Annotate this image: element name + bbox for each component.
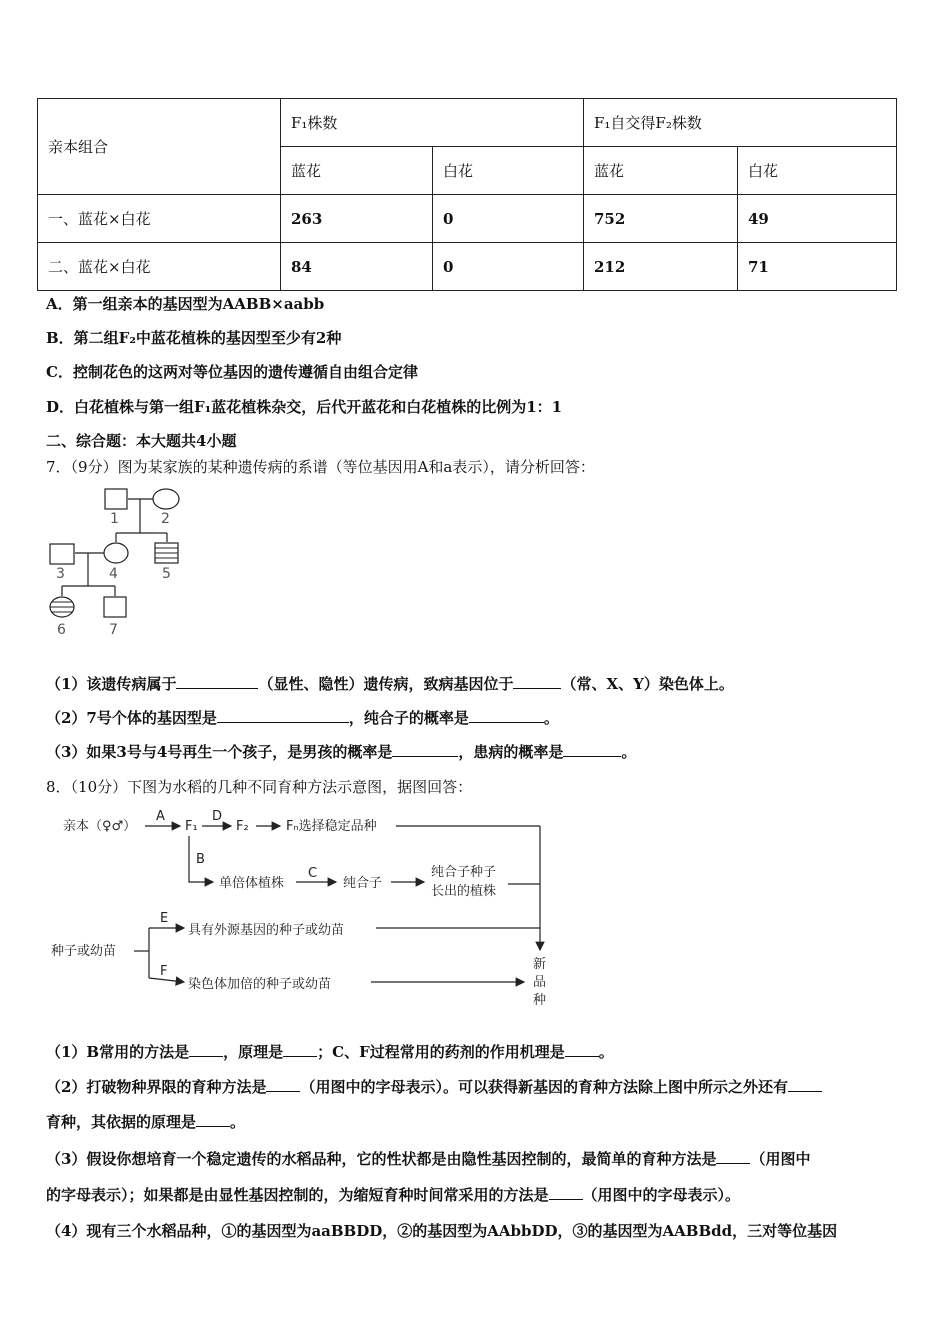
q8-p2-text-b: （用图中的字母表示）。可以获得新基因的育种方法除上图中所示之外还有	[300, 1078, 788, 1096]
q7-p3-text-b: ，患病的概率是	[458, 743, 564, 761]
q7-part1	[46, 674, 734, 694]
pedigree-male-7	[104, 597, 126, 617]
q8-p2-text-d: 。	[230, 1113, 246, 1131]
q7-part3	[46, 742, 636, 762]
diagram-homozygote: 纯合子	[343, 876, 383, 891]
answer-blank[interactable]	[266, 1077, 300, 1092]
q7-p1-text-b: （显性、隐性）遗传病，致病基因位于	[258, 675, 514, 693]
table-row	[38, 243, 897, 291]
pedigree-label-5: 5	[162, 566, 171, 582]
f1-white-count: 0	[433, 195, 584, 243]
option-c: C．控制花色的这两对等位基因的遗传遵循自由组合定律	[46, 363, 418, 381]
q8-part3-line1	[46, 1149, 810, 1169]
answer-blank[interactable]	[176, 674, 258, 689]
row-label: 一、蓝花×白花	[38, 195, 281, 243]
q8-p3-text-c: 的字母表示）；如果都是由显性基因控制的，为缩短育种时间常采用的方法是	[46, 1186, 549, 1204]
q8-p3-text-d: （用图中的字母表示）。	[582, 1186, 741, 1204]
q7-p1-text-a: （1）该遗传病属于	[46, 675, 177, 693]
f1-blue-count: 263	[281, 195, 433, 243]
q8-p1-text-c: ；C、F过程常用的药剂的作用机理是	[317, 1043, 565, 1061]
answer-blank[interactable]	[513, 674, 561, 689]
f2-white-count: 71	[738, 243, 897, 291]
pedigree-label-2: 2	[161, 511, 170, 527]
pedigree-affected-male-5	[155, 543, 178, 563]
q8-p2-text-a: （2）打破物种界限的育种方法是	[46, 1078, 267, 1096]
q8-part2-line1	[46, 1077, 822, 1097]
option-a: A．第一组亲本的基因型为AABB×aabb	[46, 295, 325, 313]
diagram-new-2: 品	[533, 975, 547, 990]
answer-blank[interactable]	[565, 1042, 599, 1057]
answer-blank[interactable]	[716, 1149, 750, 1164]
sub-header-white: 白花	[738, 147, 897, 195]
diagram-label-e: E	[160, 911, 169, 926]
section-heading: 二、综合题：本大题共4小题	[46, 432, 237, 450]
diagram-label-b: B	[196, 852, 205, 867]
f2-blue-count: 752	[584, 195, 738, 243]
diagram-exo: 具有外源基因的种子或幼苗	[188, 923, 345, 938]
breeding-diagram	[46, 800, 566, 1020]
pedigree-label-7: 7	[109, 622, 118, 638]
sub-header-blue: 蓝花	[584, 147, 738, 195]
option-b: B．第二组F₂中蓝花植株的基因型至少有2种	[46, 329, 342, 347]
diagram-new-1: 新	[533, 957, 547, 972]
pedigree-chart	[40, 480, 200, 640]
pedigree-female-2	[153, 489, 179, 509]
q8-part1	[46, 1042, 614, 1062]
answer-blank[interactable]	[392, 742, 458, 757]
answer-blank[interactable]	[563, 742, 621, 757]
diagram-label-d: D	[212, 809, 223, 824]
answer-blank[interactable]	[283, 1042, 317, 1057]
q7-p2-text-b: ，纯合子的概率是	[348, 709, 469, 727]
diagram-pure-plant-2: 长出的植株	[431, 884, 497, 899]
sub-header-white: 白花	[433, 147, 584, 195]
cross-result-table	[37, 98, 897, 291]
q8-p1-text-d: 。	[598, 1043, 614, 1061]
answer-blank[interactable]	[469, 708, 544, 723]
pedigree-male-3	[50, 544, 74, 564]
option-d: D．白花植株与第一组F₁蓝花植株杂交，后代开蓝花和白花植株的比例为1：1	[46, 398, 563, 416]
row-label: 二、蓝花×白花	[38, 243, 281, 291]
answer-blank[interactable]	[549, 1185, 583, 1200]
q8-p3-text-b: （用图中	[750, 1150, 811, 1168]
diagram-haploid: 单倍体植株	[219, 876, 285, 891]
diagram-new-3: 种	[533, 993, 547, 1008]
q8-stem: 8．（10分）下图为水稻的几种不同育种方法示意图，据图回答：	[46, 778, 473, 796]
answer-blank[interactable]	[788, 1077, 822, 1092]
pedigree-affected-female-6	[50, 597, 74, 617]
diagram-label-a: A	[156, 809, 165, 824]
q8-part4: （4）现有三个水稻品种，①的基因型为aaBBDD，②的基因型为AAbbDD，③的基因型为AABBdd，三对等位基因	[46, 1222, 838, 1240]
pedigree-label-1: 1	[110, 511, 119, 527]
pedigree-label-6: 6	[57, 622, 66, 638]
diagram-seed: 种子或幼苗	[51, 944, 117, 959]
q8-p1-text-b: ，原理是	[223, 1043, 284, 1061]
pedigree-label-4: 4	[109, 566, 118, 582]
q7-p2-text-c: 。	[543, 709, 559, 727]
diagram-fn: Fₙ选择稳定品种	[286, 819, 377, 834]
q7-stem: 7．（9分）图为某家族的某种遗传病的系谱（等位基因用A和a表示），请分析回答：	[46, 458, 595, 476]
answer-blank[interactable]	[196, 1112, 230, 1127]
pedigree-label-3: 3	[56, 566, 65, 582]
pedigree-male-1	[105, 489, 127, 509]
pedigree-female-4	[104, 543, 128, 563]
q7-p3-text-c: 。	[621, 743, 637, 761]
f1-blue-count: 84	[281, 243, 433, 291]
diagram-f1: F₁	[185, 819, 198, 834]
f2-white-count: 49	[738, 195, 897, 243]
diagram-label-c: C	[308, 866, 318, 881]
q8-part2-line2	[46, 1112, 245, 1132]
table-row	[38, 195, 897, 243]
q7-p3-text-a: （3）如果3号与4号再生一个孩子，是男孩的概率是	[46, 743, 393, 761]
q8-p1-text-a: （1）B常用的方法是	[46, 1043, 190, 1061]
q8-p3-text-a: （3）假设你想培育一个稳定遗传的水稻品种，它的性状都是由隐性基因控制的，最简单的育种方法是	[46, 1150, 717, 1168]
sub-header-blue: 蓝花	[281, 147, 433, 195]
diagram-doubled: 染色体加倍的种子或幼苗	[188, 977, 332, 992]
diagram-f2: F₂	[236, 819, 249, 834]
f2-blue-count: 212	[584, 243, 738, 291]
answer-blank[interactable]	[217, 708, 349, 723]
q7-part2	[46, 708, 559, 728]
q8-part3-line2	[46, 1185, 740, 1205]
diagram-pure-plant-1: 纯合子种子	[431, 865, 497, 880]
col-parent-header: 亲本组合	[38, 99, 281, 195]
col-f1-header: F₁株数	[281, 99, 584, 147]
q7-p2-text-a: （2）7号个体的基因型是	[46, 709, 217, 727]
f1-white-count: 0	[433, 243, 584, 291]
diagram-parent: 亲本（♀♂）	[63, 819, 137, 834]
col-f2-header: F₁自交得F₂株数	[584, 99, 897, 147]
q7-p1-text-c: （常、X、Y）染色体上。	[561, 675, 734, 693]
q8-p2-text-c: 育种，其依据的原理是	[46, 1113, 197, 1131]
diagram-label-f: F	[160, 964, 168, 979]
answer-blank[interactable]	[189, 1042, 223, 1057]
